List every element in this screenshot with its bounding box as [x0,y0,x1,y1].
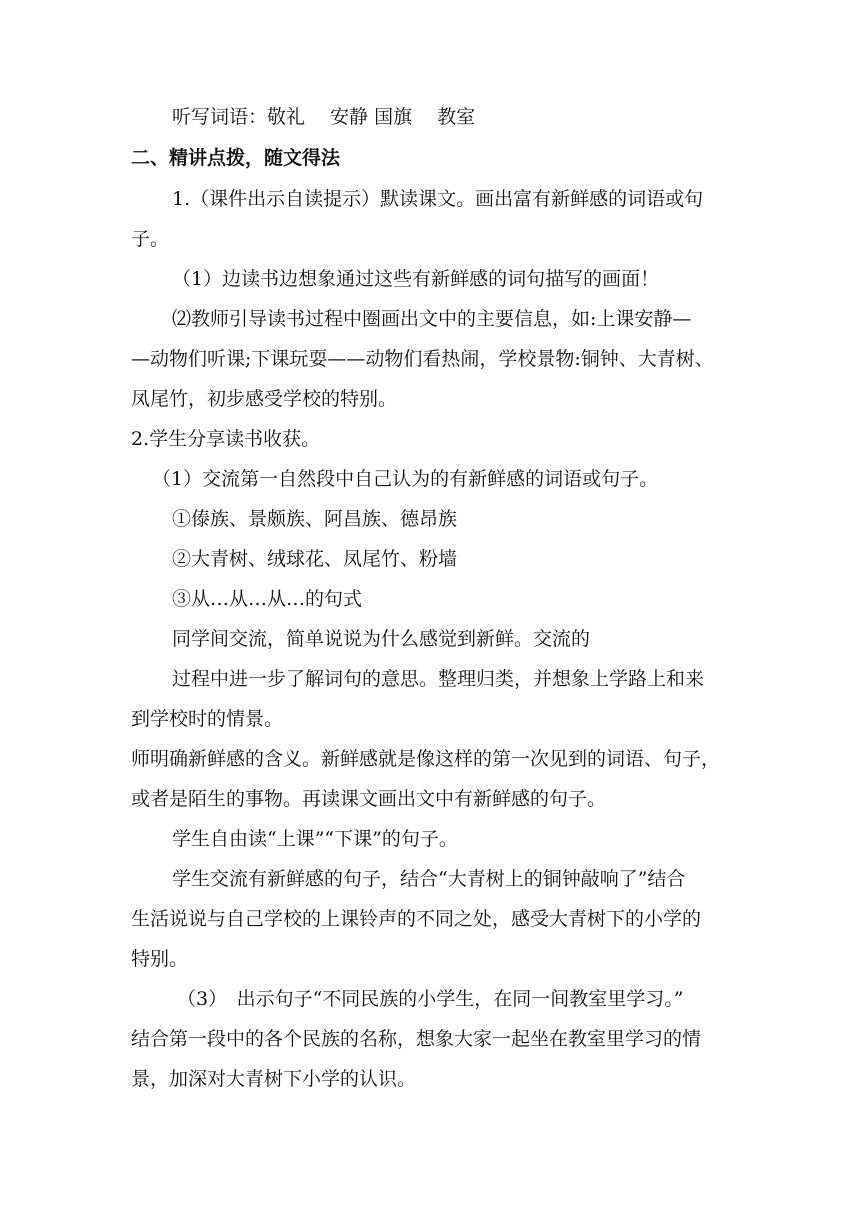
paragraph-line: ⑵教师引导读书过程中圈画出文中的主要信息，如:上课安静— [172,308,692,330]
paragraph-line: （1）交流第一自然段中自己认为的有新鲜感的词语或句子。 [152,468,659,490]
list-item: ②大青树、绒球花、凤尾竹、粉墙 [172,548,458,570]
paragraph-line: 或者是陌生的事物。再读课文画出文中有新鲜感的句子。 [131,788,607,810]
paragraph-line: 特别。 [131,948,189,970]
paragraph-line: —动物们听课;下课玩耍——动物们看热闹，学校景物:铜钟、大青树、 [131,348,714,370]
list-item: ③从…从…从…的句式 [172,588,363,610]
paragraph-line: 学生自由读“上课”“下课”的句子。 [172,828,458,850]
list-item: ①傣族、景颇族、阿昌族、德昂族 [172,508,458,530]
paragraph-line: 景，加深对大青树下小学的认识。 [131,1068,417,1090]
paragraph-line: 到学校时的情景。 [131,708,284,730]
paragraph-line: 过程中进一步了解词句的意思。整理归类，并想象上学路上和来 [172,668,705,690]
section-heading: 二、精讲点拨，随文得法 [131,147,341,169]
paragraph-line: 子。 [131,228,170,250]
paragraph-line: 结合第一段中的各个民族的名称，想象大家一起坐在教室里学习的情 [131,1028,702,1050]
dictation-words-line: 听写词语：敬礼 安静 国旗 教室 [172,106,476,128]
paragraph-line: 1.（课件出示自读提示）默读课文。画出富有新鲜感的词语或句 [172,188,704,210]
paragraph-line: 同学间交流，简单说说为什么感觉到新鲜。交流的 [172,628,591,650]
paragraph-line: （1）边读书边想象通过这些有新鲜感的词句描写的画面！ [172,268,660,290]
paragraph-line: 2.学生分享读书收获。 [131,428,321,450]
paragraph-line: （3） 出示句子“不同民族的小学生，在同一间教室里学习。” [177,988,684,1010]
paragraph-line: 学生交流有新鲜感的句子，结合“大青树上的铜钟敲响了”结合 [172,868,686,890]
paragraph-line: 师明确新鲜感的含义。新鲜感就是像这样的第一次见到的词语、句子， [131,748,721,770]
paragraph-line: 生活说说与自己学校的上课铃声的不同之处，感受大青树下的小学的 [131,908,702,930]
paragraph-line: 凤尾竹，初步感受学校的特别。 [131,388,398,410]
